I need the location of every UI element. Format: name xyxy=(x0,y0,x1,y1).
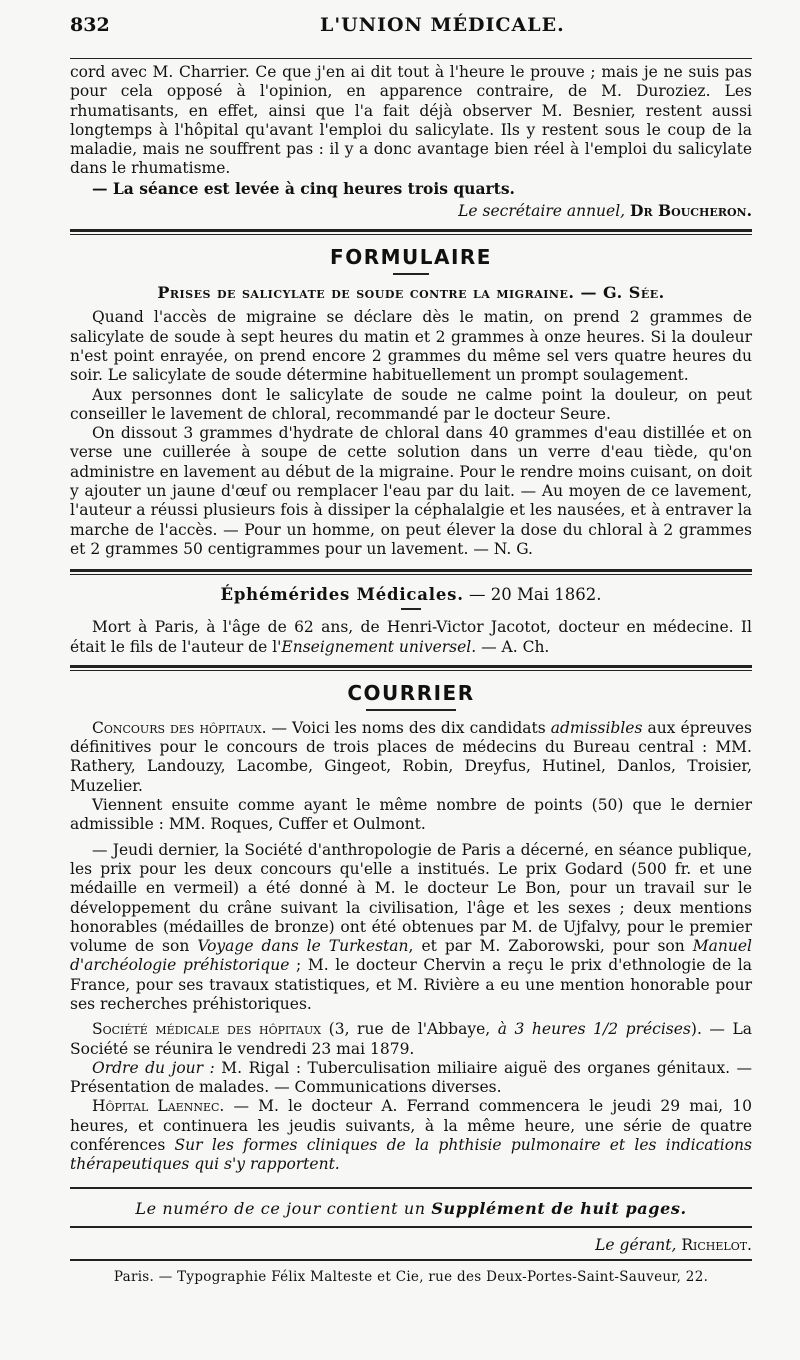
journal-title: L'UNION MÉDICALE. xyxy=(320,14,565,36)
ordre-label: Ordre du jour : xyxy=(92,1058,215,1077)
laennec-paragraph xyxy=(70,1097,752,1174)
footer-divider xyxy=(70,1187,752,1189)
concours-label: Concours des hôpitaux. xyxy=(92,718,267,737)
section-divider xyxy=(70,665,752,671)
ephemerides-date: — 20 Mai 1862. xyxy=(469,585,602,605)
formulaire-paragraph-2: Aux personnes dont le salicylate de soude ne calme point la douleur, on peut conseiller le lavement de chloral, recommandé par le docteur Seure. xyxy=(70,385,752,423)
laennec-conference-title: Sur les formes cliniques de la phthisie pulmonaire et les indications thérapeutiques qui s'y rapportent. xyxy=(70,1136,752,1174)
supplement-emphasis: Supplément de huit pages. xyxy=(431,1198,687,1218)
ordre-text: M. Rigal : Tuberculisation miliaire aiguë des organes génitaux. — Présentation de malades. — Communications diverses. xyxy=(70,1058,752,1097)
ephemerides-text-end: . — A. Ch. xyxy=(471,637,550,656)
footer-divider xyxy=(70,1226,752,1228)
supplement-text: Le numéro de ce jour contient un xyxy=(135,1198,432,1218)
title-underline xyxy=(401,608,421,610)
session-closing: — La séance est levée à cinq heures trois quarts. xyxy=(92,178,515,198)
ephemerides-work-title: Enseignement universel xyxy=(281,637,472,656)
header-rule xyxy=(70,58,752,59)
viennent-paragraph: Viennent ensuite comme ayant le même nombre de points (50) que le dernier admissible : MM. Roques, Cuffer et Oulmont. xyxy=(70,796,752,834)
opening-paragraph: cord avec M. Charrier. Ce que j'en ai dit tout à l'heure le prouve ; mais je ne suis pas pour cela opposé à l'opinion, en apparence contraire, de M. Duroziez. Les rhumatisants, en effet, ainsi que l'a fait déjà observer M. Besnier, restent aussi longtemps à l'hôpital qu'avant l'emploi du salicylate. Ils y restent sous le coup de la maladie, mais ne souffrent pas : il y a donc avantage bien réel à l'emploi du salicylate dans le rhumatisme. xyxy=(70,63,752,178)
societe-label: Société médicale des hôpitaux xyxy=(92,1020,322,1039)
concours-paragraph xyxy=(70,719,752,796)
formulaire-paragraph-1: Quand l'accès de migraine se déclare dès le matin, on prend 2 grammes de salicylate de soude à sept heures du matin et 2 grammes à onze heures. Si la douleur n'est point enrayée, on prend encore 2 grammes du même sel vers quatre heures du soir. Le salicylate de soude détermine habituellement un prompt soulagement. xyxy=(70,308,752,385)
ephemerides-heading xyxy=(70,585,752,604)
ephemerides-text: Mort à Paris, à l'âge de 62 ans, de Henri-Victor Jacotot, docteur en médecine. Il était le fils de l'auteur de l' xyxy=(70,618,752,656)
ephemerides-title: Éphémérides Médicales. xyxy=(220,585,464,605)
supplement-notice xyxy=(70,1199,752,1218)
secretary-signature xyxy=(70,201,752,221)
turkestan-title: Voyage dans le Turkestan xyxy=(197,937,409,956)
societe-text: (3, rue de l'Abbaye, xyxy=(321,1020,498,1039)
laennec-text: — M. le docteur A. Ferrand commencera le jeudi 29 mai, 10 heures, et continuera les jeudis suivants, à la même heure, une série de quatre conférences xyxy=(70,1097,752,1155)
formulaire-paragraph-3: On dissout 3 grammes d'hydrate de chloral dans 40 grammes d'eau distillée et on verse une cuillerée à soupe de cette solution dans un verre d'eau tiède, qu'on administre en lavement au début de la migraine. Pour le rendre moins cuisant, on doit y ajouter un jaune d'œuf ou remplacer l'eau par du lait. — Au moyen de ce lavement, l'auteur a réussi plusieurs fois à dissiper la céphalalgie et les nausées, et à entraver la marche de l'accès. — Pour un homme, on peut élever la dose du chloral à 2 grammes et 2 grammes 50 centigrammes pour un lavement. — N. G. xyxy=(70,424,752,558)
title-underline xyxy=(393,273,429,275)
courrier-title: COURRIER xyxy=(347,680,475,705)
societe-text-end: ). — La Société se réunira le vendredi 23 mai 1879. xyxy=(70,1020,752,1058)
concours-text-end: aux épreuves définitives pour le concours de trois places de médecins du Bureau central : MM. Rathery, Landouzy, Lacombe, Gingeot, Robin, Dreyfus, Hutinel, Danlos, Troisier, Muzelier. xyxy=(70,718,752,795)
printer-imprint: Paris. — Typographie Félix Malteste et Cie, rue des Deux-Portes-Saint-Sauveur, 22. xyxy=(113,1268,709,1285)
section-divider xyxy=(70,229,752,235)
concours-emphasis: admissibles xyxy=(550,718,643,737)
concours-text: — Voici les noms des dix candidats xyxy=(266,718,551,737)
anthropologie-text: — Jeudi dernier, la Société d'anthropologie de Paris a décerné, en séance publique, les prix pour les deux concours qu'elle a institués. Le prix Godard (500 fr. et une médaille en vermeil) a été donné à M. le docteur Le Bon, pour un travail sur le développement du crâne suivant la civilisation, l'âge et les sexes ; deux mentions honorables (médailles de bronze) ont été obtenues par M. de Ujfalvy, pour le premier volume de son xyxy=(70,840,752,956)
societe-paragraph xyxy=(70,1020,752,1059)
ordre-paragraph xyxy=(70,1059,752,1098)
gerant-role: Le gérant, xyxy=(595,1235,677,1254)
formulaire-title: FORMULAIRE xyxy=(330,245,492,270)
anthropologie-paragraph xyxy=(70,841,752,1015)
secretary-name: Dr Boucheron. xyxy=(630,201,752,221)
gerant-name: Richelot. xyxy=(681,1235,752,1254)
laennec-label: Hôpital Laennec. xyxy=(92,1097,225,1116)
title-underline xyxy=(366,709,456,711)
anthropologie-text-2: , et par M. Zaborowski, pour son xyxy=(408,937,693,956)
secretary-role: Le secrétaire annuel, xyxy=(458,202,626,221)
running-head xyxy=(70,14,752,44)
anthropologie-text-3: ; M. le docteur Chervin a reçu le prix d'ethnologie de la France, pour ses travaux statistiques, et M. Rivière a eu une mention honorable pour ses recherches préhistoriques. xyxy=(70,956,752,1013)
section-divider xyxy=(70,569,752,575)
ephemerides-paragraph xyxy=(70,618,752,657)
manuel-title: Manuel d'archéologie préhistorique xyxy=(70,937,752,975)
gerant-signature xyxy=(70,1236,752,1255)
societe-time: à 3 heures 1/2 précises xyxy=(497,1020,691,1039)
formulaire-subtitle: Prises de salicylate de soude contre la migraine. — G. Sée. xyxy=(157,283,665,303)
imprint-divider xyxy=(70,1259,752,1261)
page-number: 832 xyxy=(70,14,110,36)
